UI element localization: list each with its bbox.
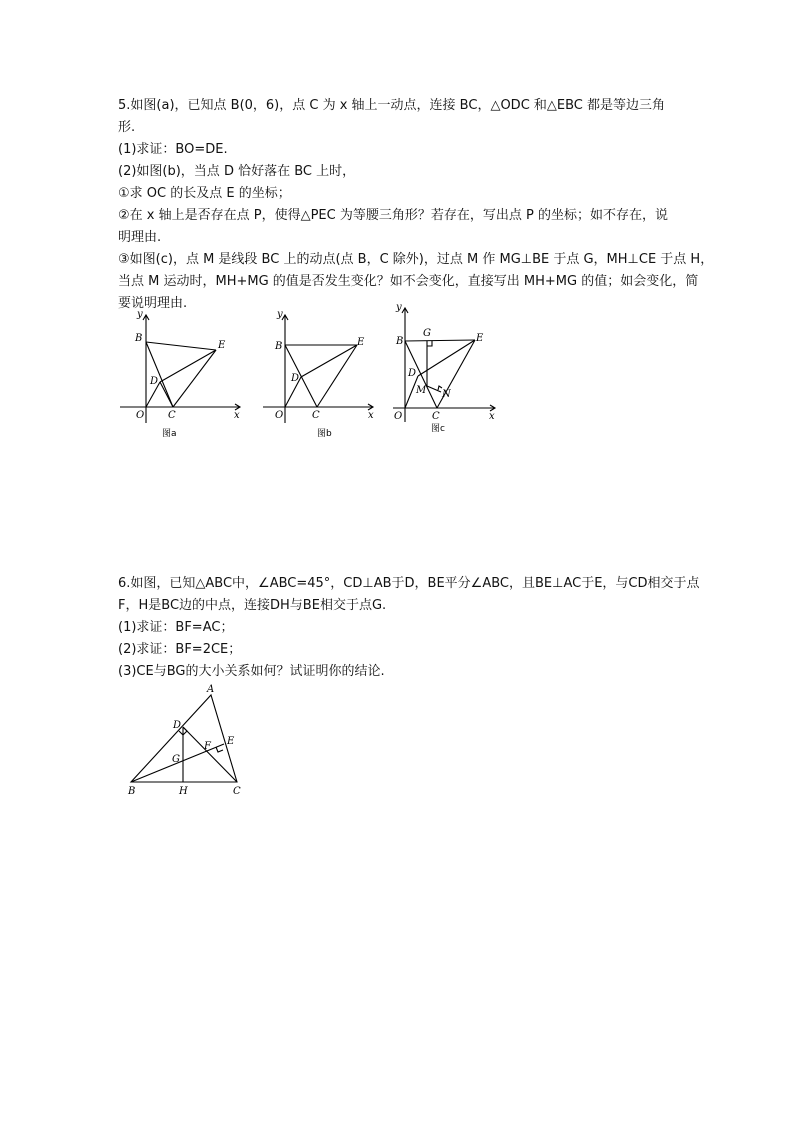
figure-a (110, 305, 245, 443)
p6-line-4: (2)求证：BF=2CE； (118, 642, 242, 657)
label-C: C (312, 410, 320, 421)
triangle-ABC (131, 695, 237, 782)
segment-BE (146, 342, 216, 350)
p5-line-9: 当点 M 运动时，MH+MG 的值是否发生变化？如不会变化，直接写出 MH+MG 的值；如会变化，简 (118, 274, 699, 289)
p5-line-7: 明理由. (118, 230, 162, 245)
label-O: O (275, 410, 284, 421)
p5-line-4: (2)如图(b)，当点 D 恰好落在 BC 上时， (118, 164, 356, 179)
label-D: D (150, 376, 159, 387)
label-y: y (137, 309, 143, 320)
caption-a: 图a (162, 429, 177, 439)
segment-BC (146, 342, 173, 407)
label-O: O (394, 411, 403, 422)
figure-c (385, 300, 500, 438)
label-M: M (416, 385, 427, 396)
label-H: H (179, 786, 188, 797)
segment-DC (160, 382, 173, 407)
p5-line-2: 形. (118, 120, 136, 135)
figure-b (255, 305, 380, 443)
label-E: E (357, 337, 365, 348)
caption-b: 图b (317, 429, 332, 439)
label-B: B (128, 786, 136, 797)
p5-line-1: 5.如图(a)，已知点 B(0，6)，点 C 为 x 轴上一动点，连接 BC，△ODC 和△EBC 都是等边三角 (118, 98, 666, 113)
figure-triangle (120, 680, 260, 800)
label-B: B (396, 336, 404, 347)
p5-line-3: (1)求证：BO=DE. (118, 142, 228, 157)
right-angle-G (427, 341, 432, 346)
label-E: E (476, 333, 484, 344)
segment-DE (301, 345, 357, 377)
segment-DE (160, 350, 216, 382)
label-G: G (423, 328, 431, 339)
p5-line-6: ②在 x 轴上是否存在点 P，使得△PEC 为等腰三角形？若存在，写出点 P 的坐标；如不存在，说 (118, 208, 668, 223)
segment-EC (173, 350, 216, 407)
p6-line-1: 6.如图，已知△ABC中，∠ABC=45°，CD⊥AB于D，BE平分∠ABC，且BE⊥AC于E，与CD相交于点 (118, 576, 700, 591)
label-C: C (168, 410, 176, 421)
p5-line-5: ①求 OC 的长及点 E 的坐标； (118, 186, 291, 201)
label-x: x (368, 410, 374, 421)
caption-c: 图c (431, 424, 445, 434)
label-A: A (207, 684, 215, 695)
p6-line-5: (3)CE与BG的大小关系如何？试证明你的结论. (118, 664, 385, 679)
label-O: O (136, 410, 145, 421)
label-G: G (172, 754, 180, 765)
label-B: B (275, 341, 283, 352)
label-B: B (135, 333, 143, 344)
label-y: y (277, 309, 283, 320)
label-x: x (489, 411, 495, 422)
label-D: D (173, 720, 182, 731)
right-angle-E (216, 747, 223, 752)
p5-line-8: ③如图(c)，点 M 是线段 BC 上的动点(点 B，C 除外)，过点 M 作 MG⊥BE 于点 G，MH⊥CE 于点 H， (118, 252, 714, 267)
label-E: E (227, 736, 235, 747)
segment-BE (405, 340, 475, 341)
label-F: F (204, 741, 211, 752)
label-y: y (396, 302, 402, 313)
label-C: C (432, 411, 440, 422)
p6-line-2: F，H是BC边的中点，连接DH与BE相交于点G. (118, 598, 387, 613)
label-D: D (408, 368, 417, 379)
p6-line-3: (1)求证：BF=AC； (118, 620, 234, 635)
segment-EC (317, 345, 357, 407)
label-E: E (218, 340, 226, 351)
label-D: D (291, 373, 300, 384)
label-N: N (442, 389, 451, 400)
label-C: C (233, 786, 241, 797)
label-x: x (234, 410, 240, 421)
p5-line-10: 要说明理由. (118, 296, 188, 311)
